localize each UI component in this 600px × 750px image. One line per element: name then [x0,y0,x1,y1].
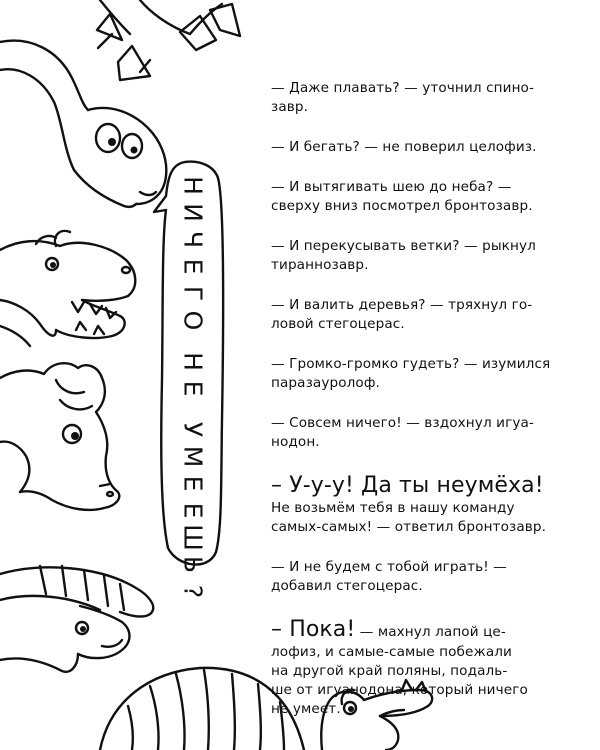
text-line: — Даже плавать? — уточнил спино- [271,80,534,96]
bubble-letter: Е [178,258,208,275]
story-text [271,79,551,740]
text-line: Не возьмём тебя в нашу команду [271,500,515,516]
text-line: — И не будем с тобой играть! — [271,559,507,575]
text-line: тираннозавр. [271,257,369,273]
bye-rest: — махнул лапой це- [355,624,506,640]
paragraph [271,138,537,157]
text-line: самых-самых! — ответил бронтозавр. [271,519,547,535]
spiky-tail-drawing [97,0,240,80]
bye-heading: Пока! [289,617,356,642]
paragraph [271,355,551,393]
dash: – [271,617,290,642]
text-line: лофиз, и самые-самые побежали [271,644,512,660]
bubble-letter: Н [178,176,208,195]
bubble-word-can [177,416,209,605]
bubble-letter: Ь [178,555,208,574]
bubble-letter: ? [178,584,208,599]
bubble-letter: Н [178,352,208,371]
paragraph [271,558,533,596]
text-line: — И вытягивать шею до неба? — [271,179,512,195]
exclaim-heading: У-у-у! Да ты неумёха! [289,473,544,498]
paragraph [271,178,533,216]
bubble-word-not [177,348,209,402]
text-line: — Громко-громко гудеть? — изумился [271,356,551,372]
speech-bubble-text [173,172,213,599]
bubble-word-nothing [177,172,209,334]
text-line: — И перекусывать ветки? — рыкнул [271,238,536,254]
bubble-letter: И [178,203,208,222]
bubble-letter: О [178,310,208,331]
bubble-letter: Г [178,285,208,302]
text-line: сверху вниз посмотрел бронтозавр. [271,198,533,214]
text-line: не умеет. [271,701,341,717]
bubble-letter: Ч [178,230,208,249]
bye-heading-line [271,617,533,643]
exclaim-paragraph [271,473,547,537]
bubble-letter: Ш [178,524,208,551]
brontosaurus-drawing [0,41,166,207]
bubble-letter: У [178,421,208,438]
bubble-letter: Е [178,475,208,492]
text-line: нодон. [271,434,320,450]
stegoceras-drawing [0,363,119,510]
paragraph [271,414,533,452]
bubble-letter: М [178,445,208,468]
text-line: — И бегать? — не поверил целофиз. [271,139,537,155]
paragraph [271,296,533,334]
exclaim-heading-line [271,473,544,499]
bubble-letter: Е [178,380,208,397]
text-line: на другой край поляны, подаль- [271,663,508,679]
bye-paragraph [271,617,533,719]
text-line: — И валить деревья? — тряхнул го- [271,297,533,313]
text-line: добавил стегоцерас. [271,578,423,594]
tyrannosaurus-drawing [0,231,135,346]
text-line: — Совсем ничего! — вздохнул игуа- [271,415,534,431]
text-line: ловой стегоцерас. [271,316,405,332]
bubble-letter: Е [178,502,208,519]
paragraph [271,79,533,117]
text-line: завр. [271,99,309,115]
dash: – [271,473,290,498]
text-line: ше от игуанодона, который ничего [271,682,528,698]
parasaurolophus-drawing [0,566,153,672]
text-line: паразауролоф. [271,375,380,391]
paragraph [271,237,536,275]
